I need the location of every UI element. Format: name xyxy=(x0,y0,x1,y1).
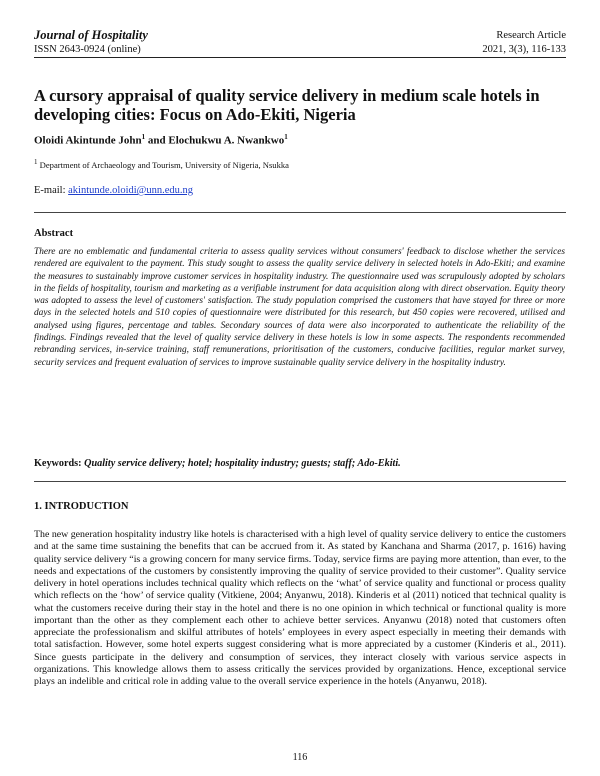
abstract-rule-bottom xyxy=(34,481,566,482)
author-2: Elochukwu A. Nwankwo xyxy=(168,134,285,147)
email-line xyxy=(34,185,193,196)
section-paragraph: The new generation hospitality industry like hotels is characterised with a high level of quality service delivery to entice the customers and at the same time sustaining the benefits that can be accrued from it. As stated by Kanchana and Sharma (2017, p. 1616) having quality service delivery “is a growing concern for many service firms. Today, service firms are paying more attention, than ever, to the needs and expectations of the customers by consistently improving the quality of service provided to their customer”. Quality service delivery in hotel operations includes technical quality which reflects on the ‘what’ of service quality and functional or process quality which reflects on the ‘how’ of service quality (Vitkiene, 2004; Anyanwu, 2018). Kinderis et al (2011) noticed that technical quality is what the customers receive during their stay in the hotel and there is no one opinion in which technical or functional quality is more important than the other as they complement each other to achieve better services. Anyanwu (2018) noted that customers often appreciate the professionalism and skilful attributes of hotels’ employees in every aspect especially in meeting their demands with total satisfaction. However, some hotel experts suggest considering what is more appreciated by a customer (Kinderis et al., 2011). Since guests participate in the delivery and consumption of services, they interact closely with various service aspects in organizations. This knowledge allows them to assess critically the services provided by organizations. Hence, exceptional service plays an indelible and critical role in adding value to the overall service experience in the hotels (Anyanwu, 2018). xyxy=(34,529,566,687)
page-number: 116 xyxy=(292,752,308,763)
affiliation-text: Department of Archaeology and Tourism, University of Nigeria, Nsukka xyxy=(37,159,290,170)
affiliation-mark: 1 xyxy=(34,158,38,166)
issn: ISSN 2643-0924 (online) xyxy=(34,44,141,55)
keywords-label: Keywords: xyxy=(34,458,85,469)
authors-conjunction: and xyxy=(145,134,169,147)
author-1: Oloidi Akintunde John xyxy=(34,134,142,147)
section-heading: 1. INTRODUCTION xyxy=(34,501,129,512)
abstract-body: There are no emblematic and fundamental criteria to assess quality services without consumers' feedback to disclose whether the services rendered are equivalent to the payment. This study sought to assess the quality service delivery in selected hotels in Ado-Ekiti; and examine the measures to sustainably improve customer services in hospitality industry. The questionnaire used was scrupulously adopted by scholars in the fields of hospitality, tourism and marketing as a verifiable instrument for data acquisition along with direct observation. Equity theory was adopted to assess the level of customers' satisfaction. The study population comprised the customers that have stayed for three or more days in the selected hotels and 510 copies of questionnaire were distributed for this research, but 450 copies were recovered, utilised and analysed using figures, percentage and tables. Secondary sources of data were also incorporated to authenticate the reliability of the findings. Findings revealed that the level of quality service delivery in these hotels is low in some aspects. The respondents recommended rebranding services, in-service training, staff remunerations, prioritisation of the customers, conducive facilities, regular market survey, security services and frequent evaluation of services to improve sustainable quality service delivery in the hospitality industry. xyxy=(34,247,565,368)
journal-name: Journal of Hospitality xyxy=(34,28,148,42)
abstract-heading: Abstract xyxy=(34,228,74,239)
volume-info: 2021, 3(3), 116-133 xyxy=(482,44,566,55)
article-type: Research Article xyxy=(496,30,566,41)
email-label: E-mail: xyxy=(34,185,69,196)
author-2-affil-mark: 1 xyxy=(284,133,288,141)
article-title: A cursory appraisal of quality service delivery in medium scale hotels in developing cities: Focus on Ado-Ekiti, Nigeria xyxy=(34,86,540,124)
author-1-affil-mark: 1 xyxy=(141,133,146,141)
affiliation xyxy=(34,158,289,170)
email-link[interactable]: akintunde.oloidi@unn.edu.ng xyxy=(68,185,193,196)
keywords xyxy=(34,458,566,469)
authors xyxy=(34,133,288,147)
abstract-rule-top xyxy=(34,212,566,213)
header-rule xyxy=(34,57,566,58)
keywords-value: Quality service delivery; hotel; hospitality industry; guests; staff; Ado-Ekiti. xyxy=(84,458,401,469)
